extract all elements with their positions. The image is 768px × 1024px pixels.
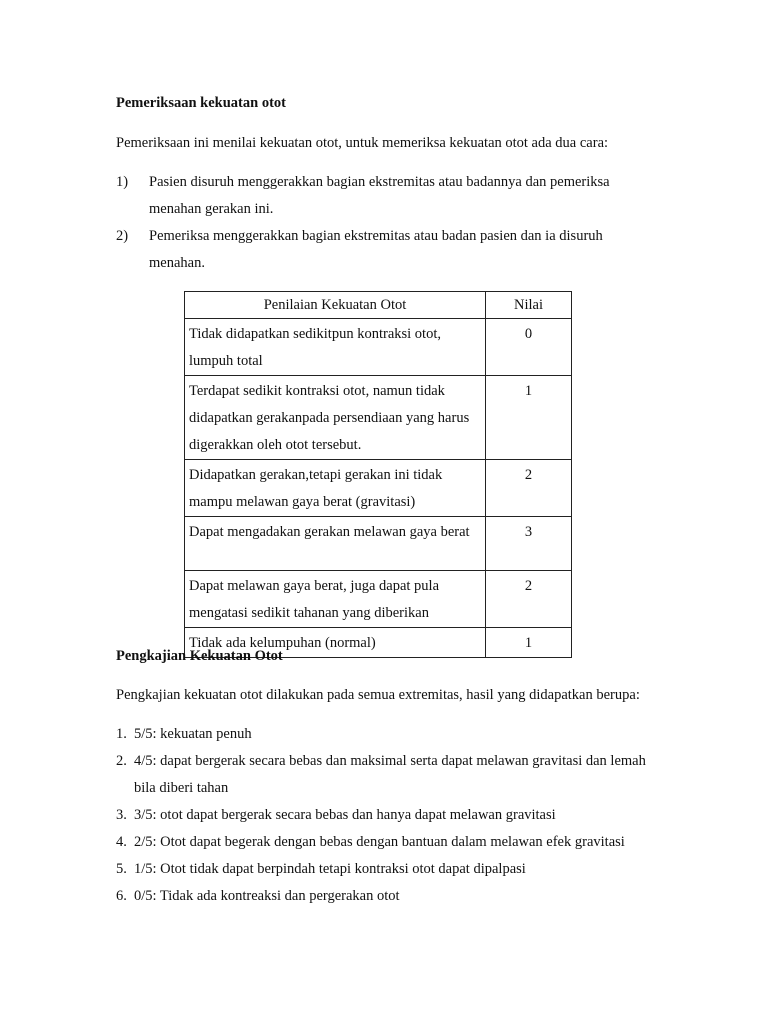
header-value: Nilai	[486, 292, 572, 319]
list-number: 4.	[116, 834, 127, 850]
method-text-line: menahan.	[149, 255, 205, 271]
value-cell: 3	[486, 517, 572, 571]
table-header-row	[185, 292, 572, 319]
header-criteria: Penilaian Kekuatan Otot	[185, 292, 486, 319]
list-item: 4/5: dapat bergerak secara bebas dan maksimal serta dapat melawan gravitasi dan lemah	[134, 753, 646, 769]
section-title-pengkajian: Pengkajian Kekuatan Otot	[116, 648, 283, 664]
criteria-cell	[185, 571, 486, 628]
table-row	[185, 319, 572, 376]
list-number: 1.	[116, 726, 127, 742]
method-text-line: menahan gerakan ini.	[149, 201, 274, 217]
section-title-pemeriksaan: Pemeriksaan kekuatan otot	[116, 95, 286, 111]
criteria-cell	[185, 319, 486, 376]
value-cell: 2	[486, 460, 572, 517]
value-cell: 2	[486, 571, 572, 628]
criteria-text: Didapatkan gerakan,tetapi gerakan ini tidak mampu melawan gaya berat (gravitasi)	[189, 467, 443, 510]
table-row	[185, 517, 572, 571]
muscle-strength-table	[184, 291, 572, 658]
list-item: 2/5: Otot dapat begerak dengan bebas dengan bantuan dalam melawan efek gravitasi	[134, 834, 625, 850]
list-item: 0/5: Tidak ada kontreaksi dan pergerakan otot	[134, 888, 400, 904]
criteria-cell	[185, 517, 486, 571]
list-number: 6.	[116, 888, 127, 904]
method-number: 2)	[116, 228, 129, 244]
criteria-cell	[185, 376, 486, 460]
criteria-cell	[185, 460, 486, 517]
list-item: 3/5: otot dapat bergerak secara bebas dan hanya dapat melawan gravitasi	[134, 807, 556, 823]
section-intro-pengkajian: Pengkajian kekuatan otot dilakukan pada semua extremitas, hasil yang didapatkan berupa:	[116, 687, 640, 703]
criteria-text: Tidak didapatkan sedikitpun kontraksi otot, lumpuh total	[189, 326, 441, 369]
method-number: 1)	[116, 174, 129, 190]
list-number: 5.	[116, 861, 127, 877]
list-item: 5/5: kekuatan penuh	[134, 726, 252, 742]
criteria-text: Terdapat sedikit kontraksi otot, namun tidak didapatkan gerakanpada persendiaan yang harus digerakkan oleh otot tersebut.	[189, 383, 470, 453]
list-number: 2.	[116, 753, 127, 769]
list-item: 1/5: Otot tidak dapat berpindah tetapi kontraksi otot dapat dipalpasi	[134, 861, 526, 877]
criteria-text: Dapat melawan gaya berat, juga dapat pula mengatasi sedikit tahanan yang diberikan	[189, 578, 440, 621]
table-row	[185, 571, 572, 628]
value-cell: 1	[486, 628, 572, 658]
criteria-text: Tidak ada kelumpuhan (normal)	[189, 635, 376, 651]
value-cell: 1	[486, 376, 572, 460]
method-text-line: Pemeriksa menggerakkan bagian ekstremitas atau badan pasien dan ia disuruh	[149, 228, 603, 244]
value-cell: 0	[486, 319, 572, 376]
table-row	[185, 376, 572, 460]
list-item-continuation: bila diberi tahan	[134, 780, 229, 796]
section-intro-pemeriksaan: Pemeriksaan ini menilai kekuatan otot, untuk memeriksa kekuatan otot ada dua cara:	[116, 135, 609, 151]
criteria-text: Dapat mengadakan gerakan melawan gaya berat	[189, 524, 470, 540]
list-number: 3.	[116, 807, 127, 823]
table-row	[185, 460, 572, 517]
method-text-line: Pasien disuruh menggerakkan bagian ekstremitas atau badannya dan pemeriksa	[149, 174, 610, 190]
